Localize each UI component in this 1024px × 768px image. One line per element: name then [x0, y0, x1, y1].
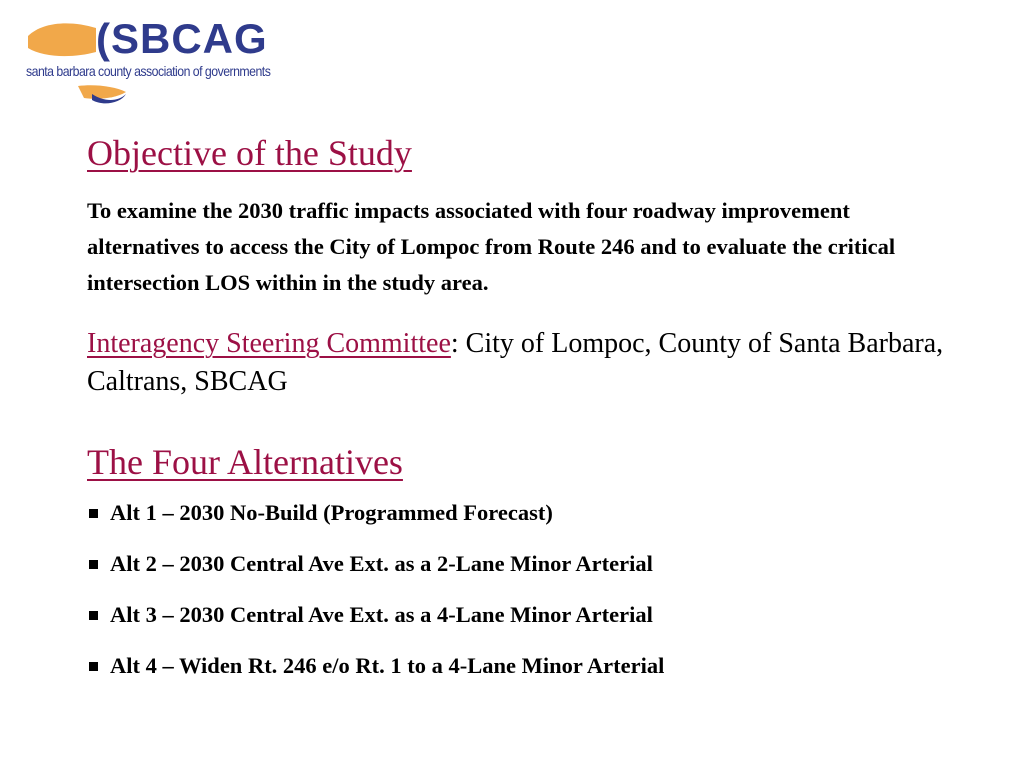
- square-bullet-icon: [89, 560, 98, 569]
- alternatives-heading: The Four Alternatives: [87, 442, 403, 483]
- committee-members: City of Lompoc, County of Santa Barbara, Caltrans, SBCAG: [87, 328, 944, 398]
- list-item: [87, 602, 977, 628]
- alternative-text: Alt 1 – 2030 No-Build (Programmed Forecast): [110, 500, 553, 526]
- committee-separator: :: [450, 328, 459, 360]
- alternatives-heading-wrap: [87, 441, 977, 484]
- alternative-text: Alt 4 – Widen Rt. 246 e/o Rt. 1 to a 4-Lane Minor Arterial: [110, 653, 665, 679]
- objective-text: To examine the 2030 traffic impacts associated with four roadway improvement alternatives to access the City of Lompoc from Route 246 and to evaluate the critical intersection LOS within in the study area.: [87, 198, 896, 296]
- sbcag-logo: [22, 14, 292, 104]
- list-item: [87, 551, 977, 577]
- logo-wordmark: (SBCAG: [96, 15, 268, 62]
- committee-label: Interagency Steering Committee: [87, 328, 451, 360]
- logo-tagline: santa barbara county association of governments: [26, 63, 271, 79]
- alternative-text: Alt 3 – 2030 Central Ave Ext. as a 4-Lane Minor Arterial: [110, 602, 653, 628]
- square-bullet-icon: [89, 662, 98, 671]
- square-bullet-icon: [89, 509, 98, 518]
- list-item: [87, 500, 977, 526]
- alternatives-list: [87, 500, 977, 679]
- slide-content: [87, 132, 977, 704]
- objective-heading: Objective of the Study: [87, 133, 412, 173]
- committee-paragraph: [87, 325, 967, 401]
- alternative-text: Alt 2 – 2030 Central Ave Ext. as a 2-Lane Minor Arterial: [110, 551, 653, 577]
- square-bullet-icon: [89, 611, 98, 620]
- list-item: [87, 653, 977, 679]
